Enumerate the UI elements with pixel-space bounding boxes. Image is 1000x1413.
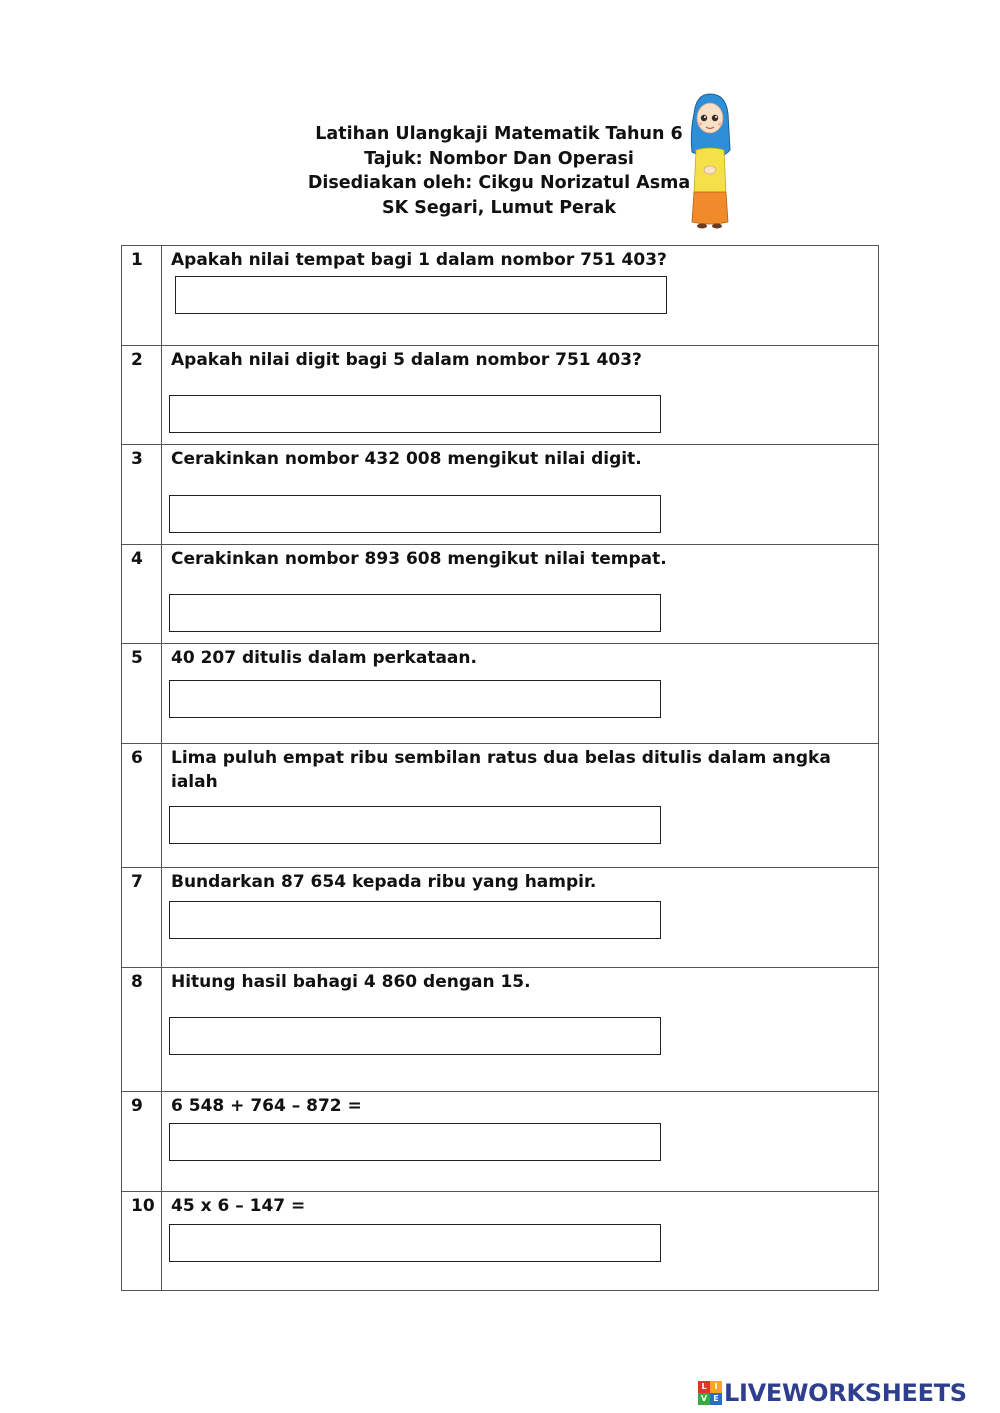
answer-box-10[interactable] — [169, 1224, 661, 1262]
question-text: Hitung hasil bahagi 4 860 dengan 15. — [171, 972, 531, 992]
question-text: 45 x 6 – 147 = — [171, 1196, 306, 1216]
liveworksheets-logo-text: LIVEWORKSHEETS — [724, 1379, 967, 1407]
answer-box-4[interactable] — [169, 594, 661, 632]
worksheet-author: Disediakan oleh: Cikgu Norizatul Asma — [307, 173, 691, 193]
answer-box-5[interactable] — [169, 680, 661, 718]
question-number: 5 — [122, 644, 162, 744]
question-number: 8 — [122, 968, 162, 1092]
answer-box-3[interactable] — [169, 495, 661, 533]
question-row-5 — [122, 644, 879, 744]
question-row-4 — [122, 545, 879, 644]
worksheet-topic: Tajuk: Nombor Dan Operasi — [364, 148, 634, 169]
answer-box-2[interactable] — [169, 395, 661, 433]
question-text: Apakah nilai digit bagi 5 dalam nombor 751 403? — [171, 350, 642, 370]
question-text: 40 207 ditulis dalam perkataan. — [171, 648, 477, 668]
question-row-6 — [122, 744, 879, 868]
answer-box-8[interactable] — [169, 1017, 661, 1055]
question-row-3 — [122, 445, 879, 545]
question-number: 2 — [122, 346, 162, 445]
question-number: 9 — [122, 1092, 162, 1192]
question-row-7 — [122, 868, 879, 968]
question-table — [121, 245, 879, 1291]
question-number: 7 — [122, 868, 162, 968]
question-number: 1 — [122, 246, 162, 346]
question-text: Cerakinkan nombor 432 008 mengikut nilai digit. — [171, 449, 642, 469]
question-row-2 — [122, 346, 879, 445]
question-text: Cerakinkan nombor 893 608 mengikut nilai tempat. — [171, 549, 667, 569]
question-number: 6 — [122, 744, 162, 868]
question-number: 4 — [122, 545, 162, 644]
worksheet-title: Latihan Ulangkaji Matematik Tahun 6 — [315, 124, 683, 144]
question-row-8 — [122, 968, 879, 1092]
answer-box-7[interactable] — [169, 901, 661, 939]
answer-box-9[interactable] — [169, 1123, 661, 1161]
liveworksheets-logo-icon: L I V E — [698, 1381, 722, 1405]
answer-box-6[interactable] — [169, 806, 661, 844]
question-text: 6 548 + 764 – 872 = — [171, 1096, 362, 1116]
question-text: Lima puluh empat ribu sembilan ratus dua belas ditulis dalam angka ialah — [171, 748, 831, 792]
girl-illustration — [684, 92, 734, 230]
liveworksheets-logo — [698, 1378, 967, 1408]
question-row-10 — [122, 1192, 879, 1291]
worksheet-school: SK Segari, Lumut Perak — [382, 197, 616, 218]
question-number: 10 — [122, 1192, 162, 1291]
question-text: Apakah nilai tempat bagi 1 dalam nombor 751 403? — [171, 250, 667, 270]
question-text: Bundarkan 87 654 kepada ribu yang hampir. — [171, 872, 597, 892]
question-row-1 — [122, 246, 879, 346]
question-number: 3 — [122, 445, 162, 545]
question-row-9 — [122, 1092, 879, 1192]
answer-box-1[interactable] — [175, 276, 667, 314]
